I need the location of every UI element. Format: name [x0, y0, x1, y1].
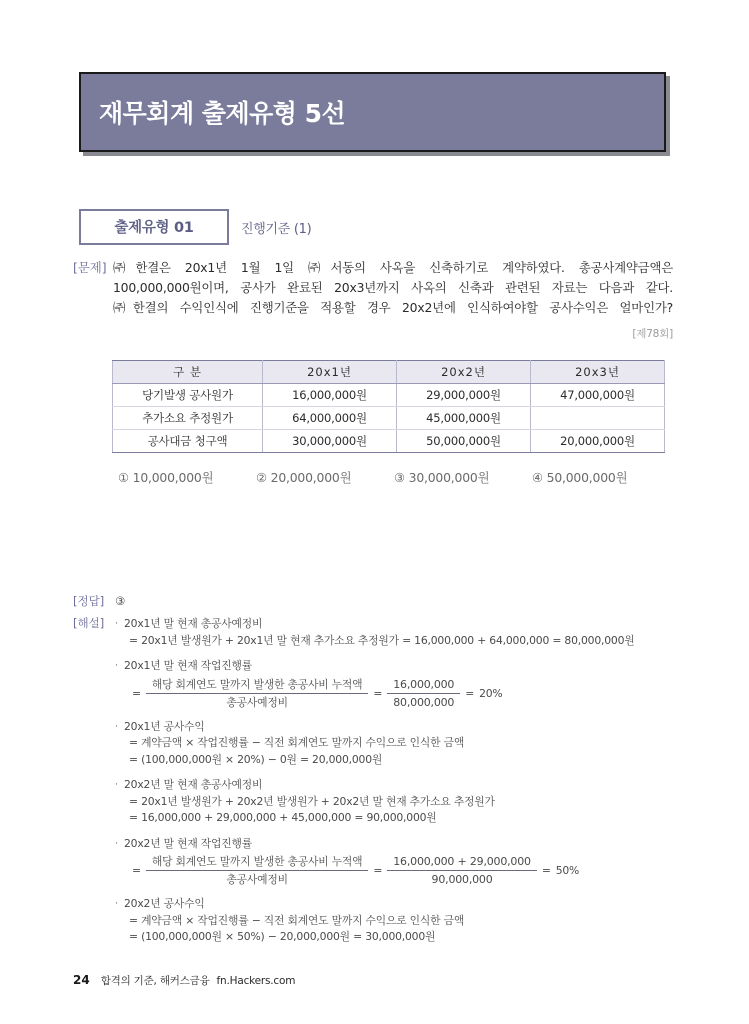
explanation-line: = (100,000,000원 × 50%) − 20,000,000원 = 30,000,000원	[129, 930, 436, 943]
explanation-group	[115, 777, 683, 827]
explanation-group	[115, 719, 683, 769]
footer-page-number: 24	[73, 973, 90, 987]
explanation-group	[115, 896, 683, 946]
fraction-numerator: 16,000,000	[387, 677, 460, 694]
explanation-line: = 계약금액 × 작업진행률 − 직전 회계연도 말까지 수익으로 인식한 금액	[129, 736, 465, 749]
table-header-cell: 20x3년	[531, 361, 665, 384]
problem-label: [문제]	[73, 260, 107, 275]
table-cell-value	[531, 407, 665, 430]
explanation-group	[115, 836, 683, 888]
table-head	[113, 361, 665, 384]
table-cell-value: 16,000,000원	[263, 384, 397, 407]
table-header-cell: 20x1년	[263, 361, 397, 384]
problem-block	[73, 258, 673, 318]
table-cell-label: 공사대금 청구액	[113, 430, 263, 453]
explanation-heading-line	[115, 777, 683, 794]
problem-source: [제78회]	[632, 328, 673, 340]
equals-sign: =	[541, 864, 551, 877]
explanation-row	[73, 615, 683, 955]
fraction-definition	[146, 854, 369, 887]
bullet-icon: ·	[115, 780, 118, 790]
equals-sign: =	[465, 686, 475, 700]
fraction-denominator: 총공사예정비	[226, 873, 288, 886]
explanation-line: = (100,000,000원 × 20%) − 0원 = 20,000,000원	[129, 752, 383, 766]
answer-choice-1[interactable]: ① 10,000,000원	[118, 470, 214, 485]
explanation-heading-line	[115, 658, 683, 675]
section-subtitle: 진행기준 (1)	[241, 221, 312, 237]
footer-url: fn.Hackers.com	[216, 975, 296, 987]
equals-sign: =	[132, 686, 141, 700]
explanation-group	[115, 658, 683, 710]
section-badge: 출제유형 01	[79, 209, 229, 245]
table-row	[113, 430, 665, 453]
answer-choices	[118, 468, 670, 486]
problem-text-line-3: ㈜한결의 수익인식에 진행기준을 적용할 경우 20x2년에 인식하여야할 공사수익은 얼마인가?	[113, 300, 673, 315]
page-footer	[73, 973, 295, 988]
explanation-heading: 20x2년 말 현재 총공사예정비	[124, 778, 263, 791]
fraction-definition	[146, 677, 369, 710]
bullet-icon: ·	[115, 721, 118, 732]
fraction-numerator: 해당 회계연도 말까지 발생한 총공사비 누적액	[146, 677, 369, 694]
table-cell-value: 64,000,000원	[263, 407, 397, 430]
explanation-heading-line	[115, 836, 683, 853]
explanation-line: = 계약금액 × 작업진행률 − 직전 회계연도 말까지 수익으로 인식한 금액	[129, 913, 465, 927]
answer-explanation-block	[73, 593, 683, 955]
table-header-cell: 20x2년	[397, 361, 531, 384]
explanation-body	[115, 615, 683, 955]
fraction-numerator: 16,000,000 + 29,000,000	[387, 854, 537, 871]
table-row	[113, 384, 665, 407]
formula-result: 20%	[479, 686, 503, 700]
bullet-icon: ·	[115, 838, 118, 849]
explanation-heading: 20x1년 말 현재 총공사예정비	[124, 617, 263, 630]
explanation-group	[115, 616, 683, 649]
fraction-numeric	[387, 854, 537, 887]
answer-row	[73, 593, 683, 610]
answer-label: [정답]	[73, 594, 105, 608]
table-cell-label: 당기발생 공사원가	[113, 384, 263, 407]
problem-text-line-2: 100,000,000원이며, 공사가 완료된 20x3년까지 사옥의 신축과 관련된 자료는 다음과 같다.	[113, 280, 673, 295]
table-cell-label: 추가소요 추정원가	[113, 407, 263, 430]
answer-choice-3[interactable]: ③ 30,000,000원	[394, 470, 490, 485]
equals-sign: =	[373, 864, 383, 877]
banner-box	[79, 72, 666, 152]
problem-body	[113, 258, 673, 318]
problem-text-line-1: ㈜한결은 20x1년 1월 1일 ㈜서동의 사옥을 신축하기로 계약하였다. 총공사계약금액은	[113, 260, 673, 275]
table-header-cell: 구 분	[113, 361, 263, 384]
problem-line-wrap	[73, 258, 673, 318]
table-cell-value: 20,000,000원	[531, 430, 665, 453]
explanation-heading-line	[115, 719, 683, 736]
fraction-denominator: 80,000,000	[393, 695, 455, 709]
table-body	[113, 384, 665, 453]
construction-data-table	[112, 360, 665, 453]
formula-progress-rate-20x2	[115, 854, 683, 887]
data-table-wrap	[112, 360, 664, 453]
table-cell-value: 50,000,000원	[397, 430, 531, 453]
explanation-label: [해설]	[73, 616, 105, 630]
fraction-denominator: 90,000,000	[431, 873, 493, 886]
explanation-heading-line	[115, 616, 683, 633]
table-row	[113, 407, 665, 430]
equals-sign: =	[373, 686, 383, 700]
fraction-numeric	[387, 677, 460, 710]
explanation-heading: 20x2년 공사수익	[124, 897, 205, 910]
bullet-icon: ·	[115, 619, 118, 629]
explanation-heading-line	[115, 896, 683, 913]
section-heading	[79, 209, 311, 245]
bullet-icon: ·	[115, 661, 118, 671]
table-cell-value: 45,000,000원	[397, 407, 531, 430]
answer-value: ③	[115, 594, 126, 608]
table-header-row	[113, 361, 665, 384]
equals-sign: =	[132, 864, 141, 877]
chapter-banner	[79, 72, 666, 152]
answer-choice-4[interactable]: ④ 50,000,000원	[532, 470, 628, 485]
fraction-denominator: 총공사예정비	[226, 695, 288, 709]
footer-brand: 합격의 기준, 해커스금융	[100, 975, 210, 987]
answer-choice-2[interactable]: ② 20,000,000원	[256, 470, 352, 485]
explanation-line: = 16,000,000 + 29,000,000 + 45,000,000 = 90,000,000원	[129, 811, 437, 824]
bullet-icon: ·	[115, 899, 118, 909]
table-cell-value: 30,000,000원	[263, 430, 397, 453]
formula-progress-rate-20x1	[115, 677, 683, 710]
explanation-line: = 20x1년 발생원가 + 20x2년 발생원가 + 20x2년 말 현재 추가소요 추정원가	[129, 794, 495, 808]
banner-title: 재무회계 출제유형 5선	[99, 99, 346, 128]
explanation-heading: 20x1년 공사수익	[124, 719, 205, 733]
explanation-line: = 20x1년 발생원가 + 20x1년 말 현재 추가소요 추정원가 = 16,000,000 + 64,000,000 = 80,000,000원	[129, 633, 635, 647]
formula-result: 50%	[555, 864, 580, 877]
explanation-heading: 20x1년 말 현재 작업진행률	[124, 659, 252, 672]
fraction-numerator: 해당 회계연도 말까지 발생한 총공사비 누적액	[146, 854, 369, 871]
explanation-heading: 20x2년 말 현재 작업진행률	[124, 836, 252, 850]
table-cell-value: 47,000,000원	[531, 384, 665, 407]
table-cell-value: 29,000,000원	[397, 384, 531, 407]
